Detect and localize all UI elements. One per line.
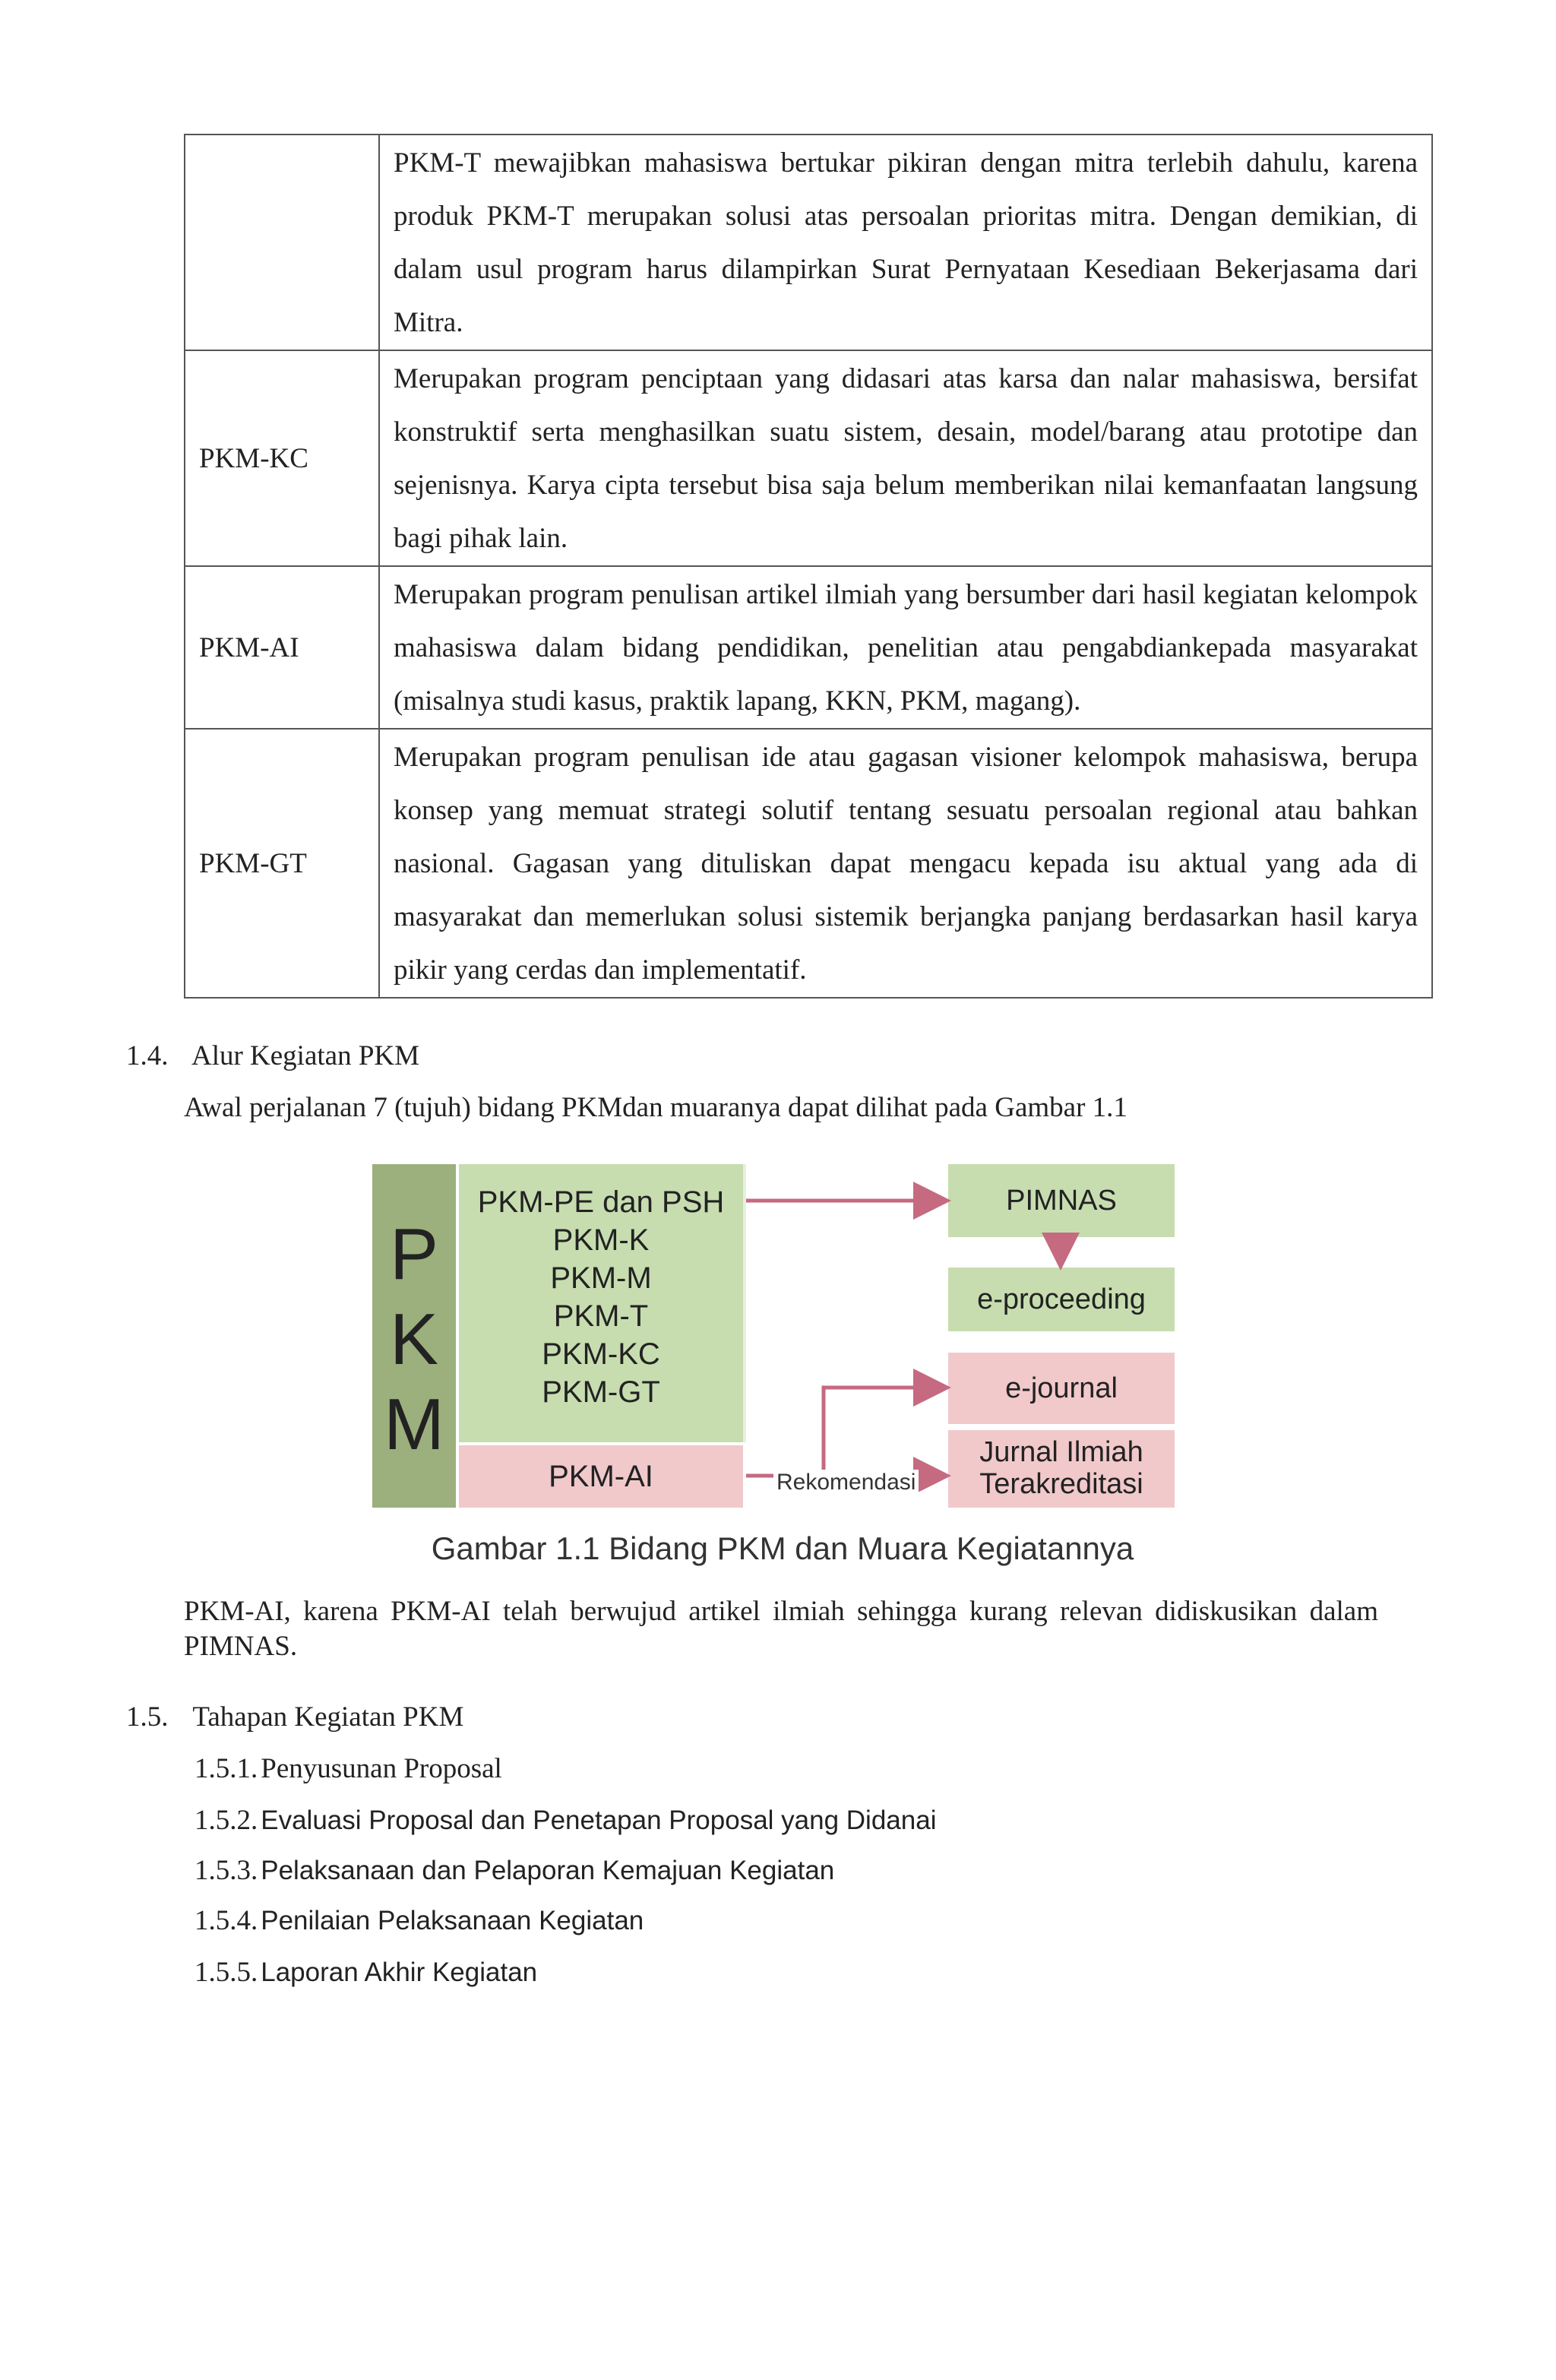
section-1-5-heading (126, 1701, 463, 1733)
table-desc-cell: Merupakan program penciptaan yang didasari atas karsa dan nalar mahasiswa, bersifat konstruktif serta menghasilkan suatu sistem, desain, model/barang atau prototipe dan sejenisnya. Karya cipta tersebut bisa saja belum memberikan nilai kemanfaatan langsung bagi pihak lain. (379, 350, 1432, 566)
figure-jurnal-line: Terakreditasi (979, 1468, 1143, 1500)
table-term-cell: PKM-GT (185, 729, 379, 998)
section-1-4-heading (126, 1040, 419, 1072)
figure-program-item: PKM-GT (542, 1375, 660, 1409)
list-item-text: Penilaian Pelaksanaan Kegiatan (261, 1906, 644, 1935)
list-item-number: 1.5.3. (194, 1855, 258, 1886)
list-item (194, 1804, 936, 1837)
figure-arrows (372, 1164, 1178, 1508)
figure-letter: K (389, 1299, 439, 1380)
figure-pkm-flow (372, 1164, 1178, 1508)
list-item-number: 1.5.1. (194, 1753, 258, 1784)
figure-ejournal-box: e-journal (948, 1353, 1175, 1424)
figure-letter: M (384, 1384, 444, 1465)
list-item-text: Laporan Akhir Kegiatan (261, 1957, 538, 1987)
figure-program-item: PKM-K (552, 1223, 650, 1257)
table-term-cell: PKM-KC (185, 350, 379, 566)
figure-arrow-label: Rekomendasi (773, 1470, 919, 1495)
figure-jurnal-line: Jurnal Ilmiah (979, 1436, 1143, 1468)
figure-program-item: PKM-T (553, 1299, 649, 1333)
table-row (185, 729, 1432, 998)
section-title: Tahapan Kegiatan PKM (192, 1701, 464, 1733)
table-row (185, 566, 1432, 729)
list-item-number: 1.5.2. (194, 1805, 258, 1836)
list-item-number: 1.5.4. (194, 1905, 258, 1936)
section-1-4-intro: Awal perjalanan 7 (tujuh) bidang PKMdan muaranya dapat dilihat pada Gambar 1.1 (184, 1092, 1127, 1123)
list-item-text: Evaluasi Proposal dan Penetapan Proposal yang Didanai (261, 1806, 937, 1835)
figure-pkm-ai-box: PKM-AI (459, 1445, 743, 1508)
list-item (194, 1752, 502, 1785)
arrow-to-ejournal (746, 1388, 944, 1476)
figure-eproceeding-box: e-proceeding (948, 1268, 1175, 1331)
figure-program-item: PKM-M (550, 1261, 652, 1295)
list-item-number: 1.5.5. (194, 1957, 258, 1988)
list-item-text: Pelaksanaan dan Pelaporan Kemajuan Kegiatan (261, 1856, 835, 1885)
list-item (194, 1956, 537, 1989)
table-term-cell (185, 135, 379, 350)
figure-program-item: PKM-PE dan PSH (477, 1185, 725, 1219)
table-desc-cell: Merupakan program penulisan artikel ilmiah yang bersumber dari hasil kegiatan kelompok mahasiswa dalam bidang pendidikan, penelitian atau pengabdiankepada masyarakat (misalnya studi kasus, praktik lapang, KKN, PKM, magang). (379, 566, 1432, 729)
table-desc-cell: PKM-T mewajibkan mahasiswa bertukar pikiran dengan mitra terlebih dahulu, karena produk PKM-T merupakan solusi atas persoalan prioritas mitra. Dengan demikian, di dalam usul program harus dilampirkan Surat Pernyataan Kesediaan Bekerjasama dari Mitra. (379, 135, 1432, 350)
table-term-cell: PKM-AI (185, 566, 379, 729)
paragraph-pkm-ai: PKM-AI, karena PKM-AI telah berwujud artikel ilmiah sehingga kurang relevan didiskusikan dalam PIMNAS. (184, 1596, 1378, 1662)
table-row (185, 350, 1432, 566)
table-desc-cell: Merupakan program penulisan ide atau gagasan visioner kelompok mahasiswa, berupa konsep yang memuat strategi solutif tentang sesuatu persoalan regional atau bahkan nasional. Gagasan yang dituliskan dapat mengacu kepada isu aktual yang ada di masyarakat dan memerlukan solusi sistemik berjangka panjang berdasarkan hasil karya pikir yang cerdas dan implementatif. (379, 729, 1432, 998)
figure-letter: P (389, 1214, 439, 1295)
list-item-text: Penyusunan Proposal (261, 1753, 502, 1784)
definition-table (184, 134, 1433, 999)
list-item (194, 1904, 644, 1937)
figure-program-item: PKM-KC (542, 1337, 660, 1371)
section-number: 1.4. (126, 1040, 169, 1071)
figure-pimnas-box: PIMNAS (948, 1164, 1175, 1237)
section-title: Alur Kegiatan PKM (191, 1040, 420, 1071)
table-row (185, 135, 1432, 350)
list-item (194, 1854, 834, 1887)
section-number: 1.5. (126, 1701, 169, 1733)
figure-caption: Gambar 1.1 Bidang PKM dan Muara Kegiatannya (431, 1530, 1134, 1566)
